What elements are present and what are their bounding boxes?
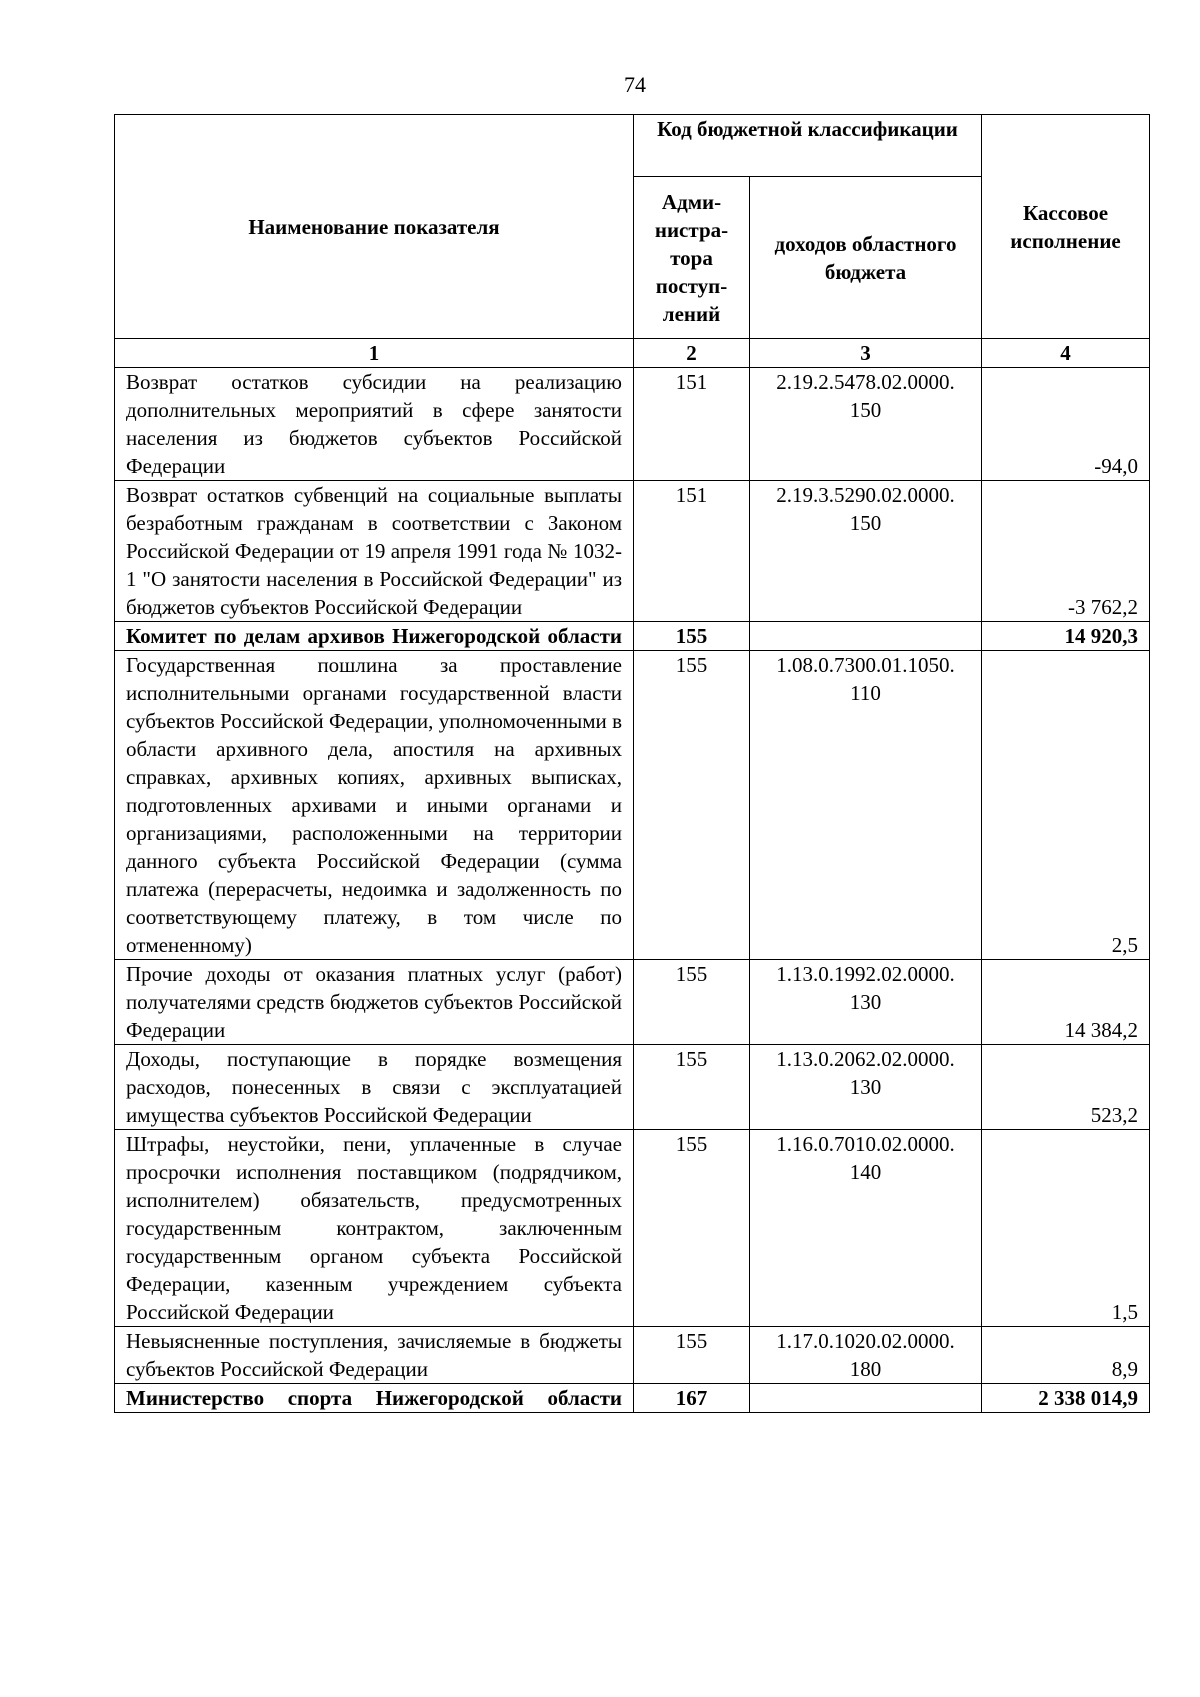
cash-execution-amount-cell: 14 384,2	[982, 960, 1150, 1045]
header-regional-revenue: доходов областного бюджета	[750, 177, 982, 339]
revenue-code-cell: 1.13.0.2062.02.0000. 130	[750, 1045, 982, 1130]
header-cash-execution: Кассовое исполнение	[982, 115, 1150, 339]
indicator-name-cell: Прочие доходы от оказания платных услуг (работ) получателями средств бюджетов субъектов Российской Федерации	[115, 960, 634, 1045]
table-row	[115, 481, 1150, 622]
cash-execution-amount-cell: -3 762,2	[982, 481, 1150, 622]
cash-execution-amount-cell: 2,5	[982, 651, 1150, 960]
revenue-code-cell: 2.19.2.5478.02.0000. 150	[750, 368, 982, 481]
table-row	[115, 1045, 1150, 1130]
administrator-code-cell: 155	[634, 1045, 750, 1130]
revenue-code-cell: 1.13.0.1992.02.0000. 130	[750, 960, 982, 1045]
header-revenue-administrator: Адми-нистра-тора поступ-лений	[634, 177, 750, 339]
cash-execution-amount-cell: 2 338 014,9	[982, 1384, 1150, 1413]
cash-execution-amount-cell: 8,9	[982, 1327, 1150, 1384]
revenue-code-cell	[750, 1384, 982, 1413]
indicator-name-cell: Невыясненные поступления, зачисляемые в бюджеты субъектов Российской Федерации	[115, 1327, 634, 1384]
table-row	[115, 1327, 1150, 1384]
indicator-name-cell: Возврат остатков субсидии на реализацию дополнительных мероприятий в сфере занятости населения из бюджетов субъектов Российской Федерации	[115, 368, 634, 481]
administrator-code-cell: 167	[634, 1384, 750, 1413]
cash-execution-amount-cell: -94,0	[982, 368, 1150, 481]
administrator-code-cell: 151	[634, 481, 750, 622]
administrator-code-cell: 155	[634, 651, 750, 960]
column-number: 3	[750, 339, 982, 368]
section-row	[115, 622, 1150, 651]
administrator-code-cell: 155	[634, 1130, 750, 1327]
revenue-code-cell: 1.16.0.7010.02.0000. 140	[750, 1130, 982, 1327]
administrator-code-cell: 155	[634, 1327, 750, 1384]
section-row	[115, 1384, 1150, 1413]
table-row	[115, 651, 1150, 960]
revenue-code-cell: 2.19.3.5290.02.0000. 150	[750, 481, 982, 622]
column-number: 4	[982, 339, 1150, 368]
administrator-code-cell: 151	[634, 368, 750, 481]
revenue-code-cell: 1.08.0.7300.01.1050. 110	[750, 651, 982, 960]
table-row	[115, 960, 1150, 1045]
column-numbers-row	[115, 339, 1150, 368]
indicator-name-cell: Доходы, поступающие в порядке возмещения расходов, понесенных в связи с эксплуатацией имущества субъектов Российской Федерации	[115, 1045, 634, 1130]
table-row	[115, 1130, 1150, 1327]
table-row	[115, 368, 1150, 481]
page-number: 74	[624, 72, 646, 97]
cash-execution-amount-cell: 523,2	[982, 1045, 1150, 1130]
indicator-name-cell: Штрафы, неустойки, пени, уплаченные в случае просрочки исполнения поставщиком (подрядчиком, исполнителем) обязательств, предусмотренных государственным контрактом, заключенным государственным органом субъекта Российской Федерации, казенным учреждением субъекта Российской Федерации	[115, 1130, 634, 1327]
column-number: 1	[115, 339, 634, 368]
administrator-code-cell: 155	[634, 622, 750, 651]
column-number: 2	[634, 339, 750, 368]
cash-execution-amount-cell: 1,5	[982, 1130, 1150, 1327]
budget-revenue-table	[114, 114, 1150, 1413]
indicator-name-cell: Министерство спорта Нижегородской области	[115, 1384, 634, 1413]
indicator-name-cell: Государственная пошлина за проставление исполнительными органами государственной власти субъектов Российской Федерации, уполномоченными в области архивного дела, апостиля на архивных справках, архивных копиях, архивных выписках, подготовленных архивами и иными органами и организациями, расположенными на территории данного субъекта Российской Федерации (сумма платежа (перерасчеты, недоимка и задолженность по соответствующему платежу, в том числе по отмененному)	[115, 651, 634, 960]
header-indicator-name: Наименование показателя	[115, 115, 634, 339]
revenue-code-cell: 1.17.0.1020.02.0000. 180	[750, 1327, 982, 1384]
header-classification-code: Код бюджетной классификации	[634, 115, 982, 177]
indicator-name-cell: Возврат остатков субвенций на социальные выплаты безработным гражданам в соответствии с Законом Российской Федерации от 19 апреля 1991 года № 1032-1 "О занятости населения в Российской Федерации" из бюджетов субъектов Российской Федерации	[115, 481, 634, 622]
administrator-code-cell: 155	[634, 960, 750, 1045]
revenue-code-cell	[750, 622, 982, 651]
cash-execution-amount-cell: 14 920,3	[982, 622, 1150, 651]
indicator-name-cell: Комитет по делам архивов Нижегородской области	[115, 622, 634, 651]
